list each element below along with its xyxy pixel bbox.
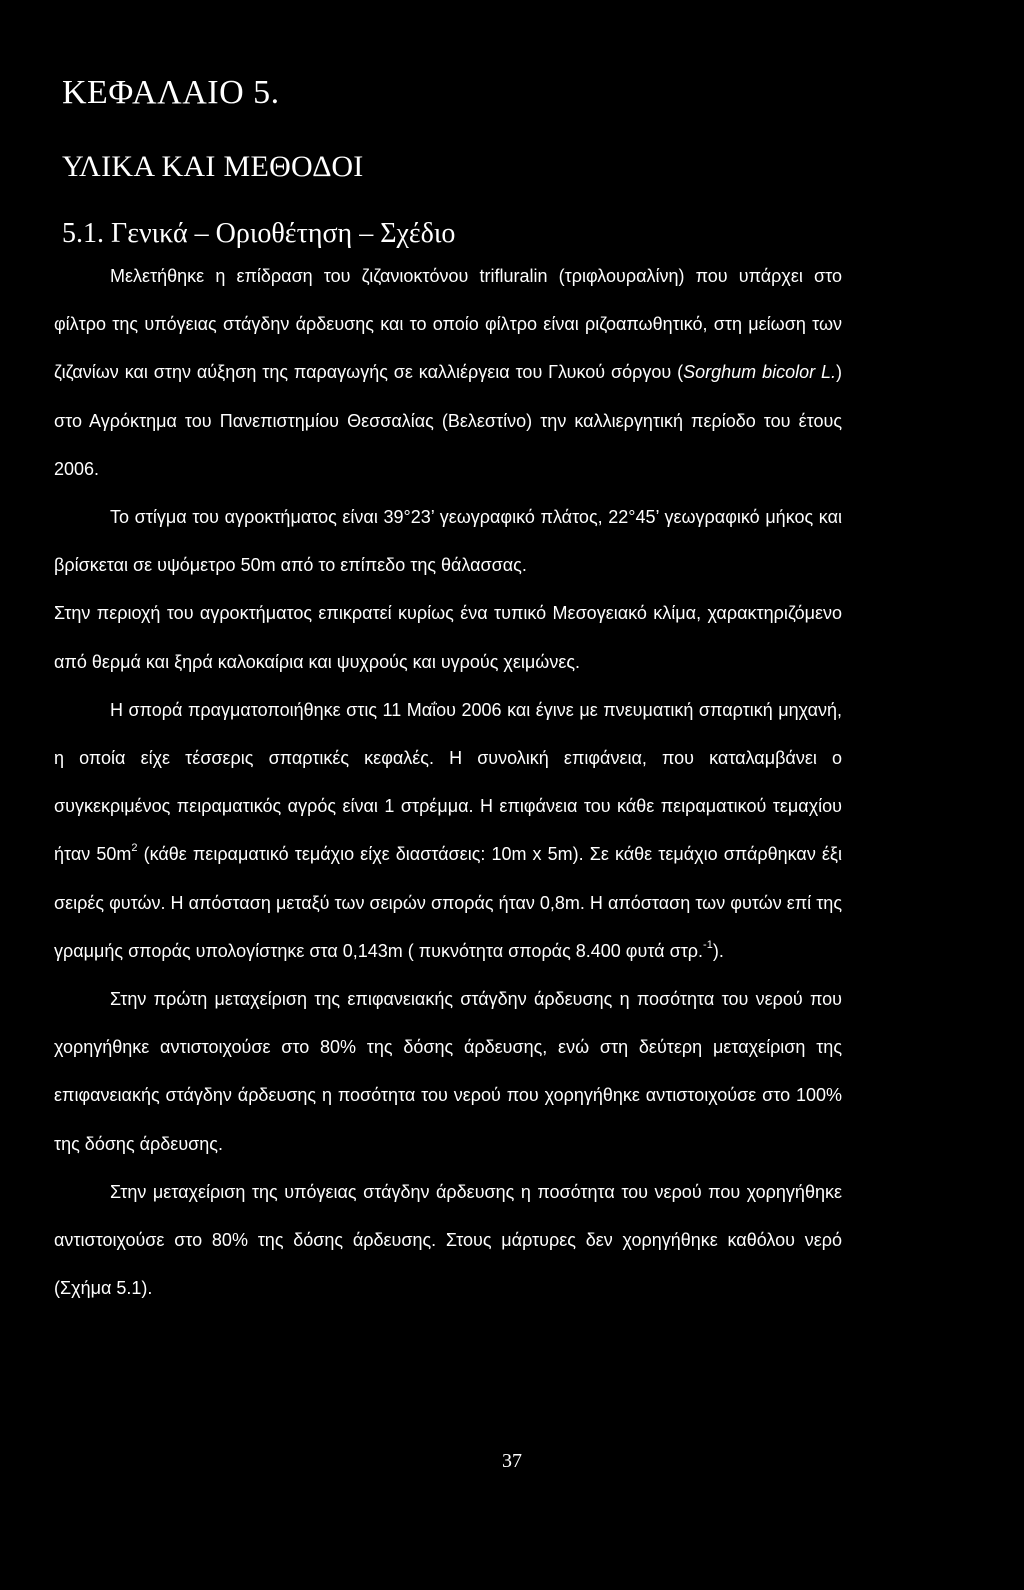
paragraph-6: Στην μεταχείριση της υπόγειας στάγδην άρδευσης η ποσότητα του νερού που χορηγήθηκε αντιστοιχούσε στο 80% της δόσης άρδευσης. Στους μάρτυρες δεν χορηγήθηκε καθόλου νερό (Σχήμα 5.1). — [54, 1181, 842, 1299]
paragraph-3: Στην περιοχή του αγροκτήματος επικρατεί κυρίως ένα τυπικό Μεσογειακό κλίμα, χαρακτηριζόμενο από θερμά και ξηρά καλοκαίρια και ψυχρούς και υγρούς χειμώνες. — [54, 603, 842, 672]
paragraph-4-text-a: Η σπορά πραγματοποιήθηκε στις 11 Μαΐου 2006 και έγινε με πνευματική σπαρτική μηχανή, η οποία είχε τέσσερις σπαρτικές κεφαλές. Η συνολική επιφάνεια, που καταλαμβάνει ο συγκεκριμένος πειραματικός αγρός είναι 1 στρέμμα. Η επιφάνεια του κάθε πειραματικού τεμαχίου ήταν 50m — [54, 699, 842, 865]
paragraph-4-text-b: (κάθε πειραματικό τεμάχιο είχε διαστάσεις: 10m x 5m). Σε κάθε τεμάχιο σπάρθηκαν έξι σειρές φυτών. Η απόσταση μεταξύ των σειρών σποράς ήταν 0,8m. Η απόσταση των φυτών επί της γραμμής σποράς υπολογίστηκε στα 0,143m ( πυκνότητα σποράς 8.400 φυτά στρ. — [54, 844, 842, 961]
paragraph-4-text-c: ). — [712, 940, 724, 961]
species-name: Sorghum bicolor L. — [683, 362, 837, 383]
paragraph-4 — [54, 686, 842, 975]
paragraph-5: Στην πρώτη μεταχείριση της επιφανειακής στάγδην άρδευσης η ποσότητα του νερού που χορηγήθηκε αντιστοιχούσε στο 80% της δόσης άρδευσης, ενώ στη δεύτερη μεταχείριση της επιφανειακής στάγδην άρδευσης η ποσότητα του νερού που χορηγήθηκε αντιστοιχούσε στο 100% της δόσης άρδευσης. — [54, 989, 842, 1154]
body-text — [54, 252, 842, 1312]
paragraph-2: Το στίγμα του αγροκτήματος είναι 39°23’ γεωγραφικό πλάτος, 22°45’ γεωγραφικό μήκος και βρίσκεται σε υψόμετρο 50m από το επίπεδο της θάλασσας. — [54, 507, 842, 576]
paragraph-1-text-b: ) στο Αγρόκτημα του Πανεπιστημίου Θεσσαλίας (Βελεστίνο) την καλλιεργητική περίοδο του έτους 2006. — [54, 362, 843, 479]
chapter-number: ΚΕΦΑΛΑΙΟ 5. — [62, 74, 280, 111]
paragraph-1-text-a: Μελετήθηκε η επίδραση του ζιζανιοκτόνου trifluralin (τριφλουραλίνη) που υπάρχει στο φίλτρο της υπόγειας στάγδην άρδευσης και το οποίο φίλτρο είναι ριζοαπωθητικό, στη μείωση των ζιζανίων και στην αύξηση της παραγωγής σε καλλιέργεια του Γλυκού σόργου ( — [54, 266, 842, 383]
superscript-minus-one: -1 — [703, 938, 713, 951]
section-title: 5.1. Γενικά – Οριοθέτηση – Σχέδιο — [62, 218, 456, 249]
paragraph-1 — [54, 252, 842, 493]
page-number: 37 — [502, 1450, 522, 1472]
chapter-title: ΥΛΙΚΑ ΚΑΙ ΜΕΘΟΔΟΙ — [62, 150, 364, 183]
superscript-squared: 2 — [131, 842, 138, 855]
